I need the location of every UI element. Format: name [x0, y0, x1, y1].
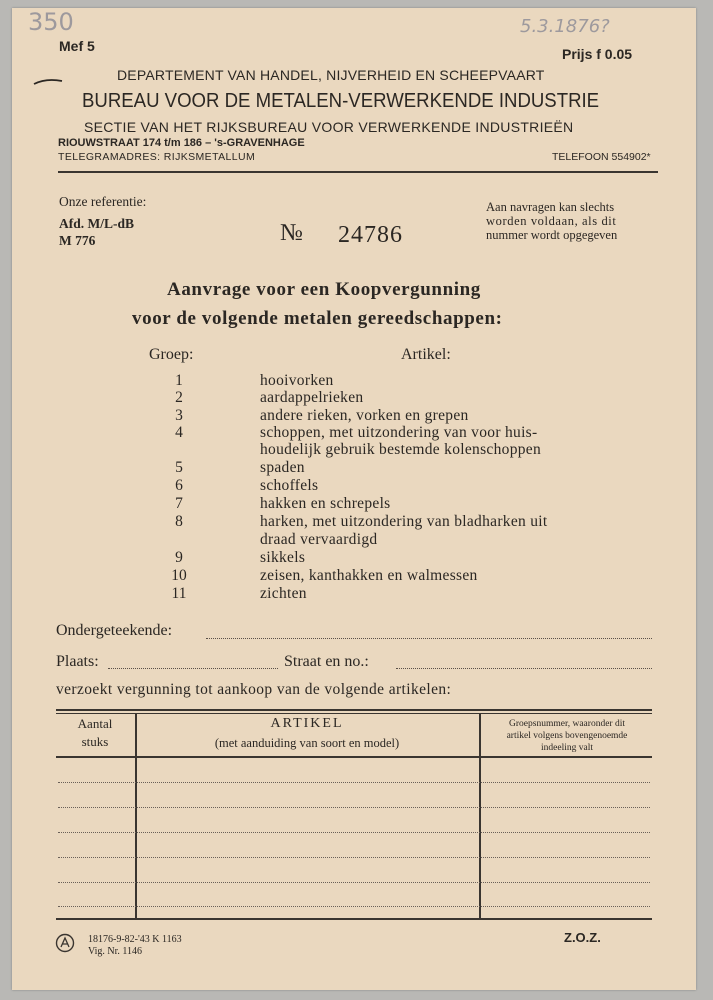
order-table-col-divider — [135, 713, 137, 919]
section-name: SECTIE VAN HET RIJKSBUREAU VOOR VERWERKENDE INDUSTRIEËN — [84, 119, 574, 135]
table-row[interactable] — [58, 906, 650, 907]
pencil-mark-icon — [32, 74, 66, 88]
group-number: 8 — [175, 513, 183, 530]
group-number: 1 — [175, 372, 183, 389]
place-input[interactable] — [108, 668, 278, 669]
group-number: 6 — [175, 477, 183, 494]
group-number: 10 — [171, 567, 187, 584]
header-divider — [58, 171, 658, 173]
group-article: aardappelrieken — [260, 389, 364, 406]
form-number: 24786 — [338, 222, 403, 248]
order-table-top-rule-thin — [56, 713, 652, 714]
group-number: 3 — [175, 407, 183, 424]
printer-seal-icon — [55, 933, 75, 953]
print-reference: Vig. Nr. 1146 — [88, 946, 143, 957]
street-input[interactable] — [396, 668, 652, 669]
place-label: Plaats: — [56, 653, 99, 670]
quantity-header-2: stuks — [81, 734, 109, 749]
reference-note-2: worden voldaan, als dit — [486, 214, 617, 228]
price: Prijs f 0.05 — [562, 46, 633, 62]
group-number: 7 — [175, 495, 183, 512]
form-title-line1: Aanvrage voor een Koopvergunning — [167, 279, 481, 300]
group-number: 4 — [175, 424, 183, 441]
reference-label: Onze referentie: — [59, 194, 147, 209]
article-header-2: (met aanduiding van soort en model) — [214, 736, 400, 750]
handwritten-number: 350 — [28, 8, 74, 36]
table-row[interactable] — [58, 857, 650, 858]
form-code: Mef 5 — [59, 38, 95, 54]
signer-input[interactable] — [206, 638, 652, 639]
street-label: Straat en no.: — [284, 653, 369, 670]
print-code: 18176-9-82-'43 K 1163 — [88, 934, 182, 945]
table-row[interactable] — [58, 832, 650, 833]
request-text: verzoekt vergunning tot aankoop van de volgende artikelen: — [56, 681, 452, 698]
group-header-2: artikel volgens bovengenoemde — [506, 731, 628, 741]
article-column-header: Artikel: — [401, 346, 451, 363]
address: RIOUWSTRAAT 174 t/m 186 – 's-GRAVENHAGE — [58, 137, 305, 149]
handwritten-date: 5.3.1876? — [520, 16, 610, 37]
group-article: harken, met uitzondering van bladharken uit — [260, 513, 548, 530]
order-table-bottom-rule — [56, 918, 652, 920]
article-header-1: ARTIKEL — [270, 716, 344, 731]
group-number: 2 — [175, 389, 183, 406]
group-header-1: Groepsnummer, waaronder dit — [509, 719, 625, 729]
table-row[interactable] — [58, 782, 650, 783]
reference-note-3: nummer wordt opgegeven — [486, 228, 618, 242]
reference-code: M 776 — [59, 233, 96, 248]
group-article: hakken en schrepels — [260, 495, 391, 512]
bureau-name: BUREAU VOOR DE METALEN-VERWERKENDE INDUSTRIE — [82, 90, 600, 112]
reference-note-1: Aan navragen kan slechts — [486, 200, 615, 214]
telegram-address: TELEGRAMADRES: RIJKSMETALLUM — [58, 151, 256, 163]
group-article: draad vervaardigd — [260, 531, 378, 548]
phone-number: TELEFOON 554902* — [552, 151, 651, 163]
form-sheet — [12, 8, 696, 990]
group-number: 9 — [175, 549, 183, 566]
order-table-header-rule — [56, 756, 652, 758]
group-number: 5 — [175, 459, 183, 476]
department-name: DEPARTEMENT VAN HANDEL, NIJVERHEID EN SCHEEPVAART — [117, 67, 545, 83]
form-title-line2: voor de volgende metalen gereedschappen: — [132, 308, 503, 329]
group-article: zeisen, kanthakken en walmessen — [260, 567, 478, 584]
group-article: hooivorken — [260, 372, 334, 389]
group-column-header: Groep: — [149, 346, 194, 363]
group-article: zichten — [260, 585, 307, 602]
reference-department: Afd. M/L-dB — [59, 216, 135, 231]
group-header-3: indeeling valt — [541, 743, 593, 753]
order-table-col-divider — [479, 713, 481, 919]
group-article: andere rieken, vorken en grepen — [260, 407, 469, 424]
number-symbol: № — [280, 220, 303, 246]
signer-label: Ondergeteekende: — [56, 622, 173, 639]
table-row[interactable] — [58, 882, 650, 883]
group-number: 11 — [171, 585, 187, 602]
group-article: schoppen, met uitzondering van voor huis- — [260, 424, 538, 441]
group-article: houdelijk gebruik bestemde kolenschoppen — [260, 441, 542, 458]
group-article: sikkels — [260, 549, 306, 566]
group-article: spaden — [260, 459, 305, 476]
order-table-top-rule — [56, 709, 652, 711]
turn-over-note: Z.O.Z. — [564, 930, 601, 945]
group-article: schoffels — [260, 477, 319, 494]
quantity-header-1: Aantal — [77, 716, 113, 731]
table-row[interactable] — [58, 807, 650, 808]
